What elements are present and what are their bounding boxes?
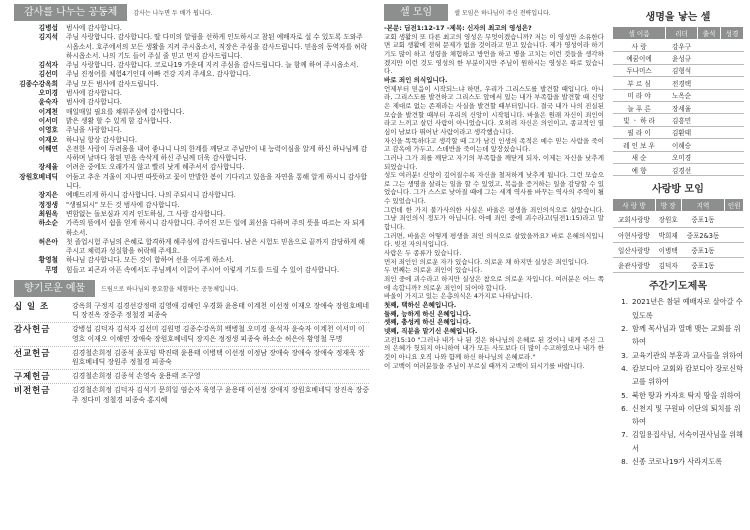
life-cell-cell — [721, 139, 744, 151]
offering-label: 구제헌금 — [14, 371, 51, 382]
offering-label: 선교헌금 — [14, 347, 51, 358]
thanks-item — [14, 80, 369, 89]
sermon-text — [384, 24, 604, 370]
group-cell: 교회사랑방 — [613, 212, 656, 227]
life-cell-column-header: 리더 — [666, 27, 698, 40]
group-cell: 아현사랑방 — [613, 227, 656, 242]
prayer-text: 김일용집사님, 서숙이권사님을 위해서 — [632, 430, 744, 453]
life-cell-cell — [721, 151, 744, 163]
sermon-paragraph: 넷째, 직분을 맡기신 은혜입니다. — [384, 326, 478, 335]
life-cell-cell — [698, 77, 721, 89]
life-cell-cell: 김환태 — [666, 126, 698, 138]
thanks-note: 감사는 나누면 두 배가 됩니다. — [133, 10, 213, 17]
sermon-paragraph: 그러면, 바울은 어떻게 평생을 죄인 의식으로 살았을까요? 바로 은혜의식입니다. 빚진 자의식입니다. — [384, 231, 604, 249]
thanks-item — [14, 219, 369, 238]
life-cell-row — [613, 101, 744, 113]
thanks-text: 주님 모든 범사에 감사드립니다. — [66, 79, 159, 88]
prayer-text: 함께 목사님과 열매 맺는 교회를 위하여 — [632, 324, 741, 347]
life-cell-cell — [721, 64, 744, 76]
life-cell-row — [613, 151, 744, 163]
life-cell-column-header: 셀 이름 — [613, 27, 666, 40]
life-cell-row — [613, 89, 744, 101]
prayer-text: 신천지 및 구원파 이단의 퇴치를 위하여 — [632, 403, 741, 427]
sermon-paragraph: 언제부터 믿음이 시작되느냐 하면, 우리가 그리스도를 발견할 때입니다. 아니라, 그리스도를 발견하고 그리스도 앞에서 있는 내가 부족함을 발견할 때 신앙은 제대로 없는 존재라는 사실을 발견할 때부터입니다. 결국 내가 나의 진실된 모습을 발견할 때부터 우리의 신앙이 시작됩니다. 바울은 원래 자신이 죄인이라고 느끼고 살던 사람이 아니었습니다. 오히려 자신은 의인이고, 종교적인 열심이 남보다 뛰어난 사람이라고 생각했습니다. — [384, 84, 604, 136]
life-cell-cell: 두나미스 — [613, 64, 666, 76]
prayer-text: 교육기관의 부흥과 교사들을 위하여 — [632, 350, 744, 360]
life-cell-cell — [698, 52, 721, 64]
life-cell-row — [613, 114, 744, 126]
prayer-item — [612, 428, 744, 455]
thanks-item — [14, 210, 369, 219]
life-cell-cell — [698, 40, 721, 52]
life-cell-cell: 김형석 — [666, 64, 698, 76]
sermon-paragraph: 사람은 두 종류가 있습니다. — [384, 249, 462, 258]
group-cell — [725, 242, 744, 257]
thanks-item — [14, 201, 369, 210]
thanks-text: 변함없는 돌보심과 지켜 인도하심, 그 사랑 감사합니다. — [66, 209, 226, 218]
life-cell-cell — [721, 89, 744, 101]
prayer-number: 2. — [621, 324, 628, 334]
life-cell-cell: 예꿈이에 — [613, 52, 666, 64]
offering-row — [14, 383, 369, 406]
group-cell: 중포1동 — [681, 212, 725, 227]
offering-names: 김경철손희정 김종석 손영숙 윤용태 조구영 — [72, 372, 201, 381]
group-cell: 중포1동 — [681, 258, 725, 273]
thanks-name: 장세율 — [38, 163, 58, 172]
offering-row — [14, 346, 369, 369]
prayer-number: 5. — [621, 390, 628, 400]
life-cell-cell — [721, 52, 744, 64]
thanks-text: 매일매일 필요를 채워주심에 감사합니다. — [66, 107, 185, 116]
prayer-text: 신종 코로나19가 사라지도록 — [632, 457, 723, 467]
thanks-name: 정정생 — [38, 200, 58, 209]
group-cell: 이병택 — [655, 242, 681, 257]
offering-names: 강옥희 구정지 김경선강정태 김영애 김해인 우경화 윤용태 이계천 이선정 이재오 장애숙 장원호베네딕 장진옥 장중주 정철경 피종숙 — [72, 302, 369, 320]
thanks-item — [14, 33, 369, 61]
sermon-paragraph: 먼저 죄인인 의로운 자가 있습니다. 의로운 채 하지만 실상은 죄인입니다. — [384, 257, 589, 266]
prayer-title: 주간기도제목 — [649, 281, 707, 293]
thanks-text: 범사에 감사합니다. — [66, 89, 122, 98]
thanks-item — [14, 163, 369, 172]
thanks-item — [14, 98, 369, 107]
life-cell-cell — [721, 101, 744, 113]
thanks-text: 어려운 중에도 오래가지 않고 빨리 낫게 해주셔서 감사합니다. — [66, 163, 245, 172]
life-cell-row — [613, 64, 744, 76]
cell-header — [384, 4, 604, 21]
life-cell-row — [613, 52, 744, 64]
prayer-item — [612, 402, 744, 429]
thanks-item — [14, 117, 369, 126]
sermon-paragraph: 바울이 가지고 있는 은총의식은 4가지로 나타납니다. — [384, 292, 533, 301]
thanks-text: 주님을 사랑합니다. — [66, 126, 122, 135]
thanks-name: 김석자 — [38, 61, 58, 70]
thanks-text: 어둠고 추운 겨울이 지나면 따뜻하고 꽃이 만발한 봄이 기다리고 있음을 자연을 통해 알게 하시니 감사합니다. — [66, 172, 368, 191]
offering-names: 김경철손희정 김종석 윤포임 박진태 윤용태 이병택 이선정 이정남 장애숙 장애숙 장애숙 정재욱 장원호베네딕 장원주 정철경 피종숙 — [72, 348, 365, 367]
thanks-header — [14, 4, 369, 21]
life-cell-cell: 예 향 — [613, 163, 666, 175]
thanks-item — [14, 24, 369, 33]
worship-header — [14, 280, 369, 297]
thanks-text: 힘들고 피곤과 아픈 속에서도 주님께서 이끌어 주시어 이렇게 기도를 드릴 수 있어 감사합니다. — [66, 265, 340, 274]
prayer-text: 북한 땅과 카자흐 탁지 땅을 위하여 — [632, 390, 741, 400]
life-cell-cell — [698, 64, 721, 76]
thanks-text: 온전한 사랑이 두려움을 내어 좋나니 나의 한계를 깨닫고 주님만이 내 능력이심을 알게 하신 하나님께 감사하며 날마다 참된 믿음 속삭게 하신 주님께 더욱 감사합니다. — [66, 144, 368, 163]
life-cell-cell: 레 인 보 우 — [613, 139, 666, 151]
thanks-name: 이재오 — [38, 135, 58, 144]
life-cell-cell — [721, 114, 744, 126]
offering-row — [14, 300, 369, 322]
sermon-paragraph: 이 고백이 여러분들을 주님이 부르실 때까지 고백이 되시기를 바랍니다. — [384, 361, 585, 370]
thanks-text: 주님 사랑합니다. 감사합니다. 딸 다미의 알림을 선하게 인도하시고 참된 예배자로 설 수 있도록 도와주시옵소서. 호주에서의 모든 생활을 지켜 주시옵소서, 직장은 주심을 감사드립니다. 믿음의 동역자를 허락하시옵소서. 나의 기도 들어 주실 줄 믿고 먼저 감사드립니다. — [66, 33, 368, 60]
group-column-header: 지역 — [681, 199, 725, 212]
group-cell: 일산사랑방 — [613, 242, 656, 257]
offering-names: 김경철손희정 김덕자 김석기 문희일 염순자 육영구 윤용태 이선정 장애지 장원호베네딕 장진옥 장중주 정다미 정철경 피종숙 홍지혜 — [72, 386, 369, 404]
sermon-paragraph: 고전15:10 "그러나 내가 나 된 것은 하나님의 은혜로 된 것이니 내게 주신 그의 은혜가 헛되지 아니하여 내가 모든 사도보다 더 많이 수고하였으나 내가 한 것이 아니요 오직 나와 함께 하신 하나님의 은혜로라." — [384, 335, 604, 361]
thanks-item — [14, 136, 369, 145]
thanks-name: 최원옥 — [38, 209, 58, 218]
life-cell-column-header: 성경 — [721, 27, 744, 40]
sermon-paragraph: 성도 여러분! 신앙이 깊어질수록 자신을 철저하게 낮추게 됩니다. 그런 모습으로 그는 생명을 살리는 일을 할 수 있었고, 복음을 증거하는 일을 감당할 수 있었습니다. 그가 스스로 낮아질 때에 그는 세계 역사를 바꾸는 역사의 주역이 될 수 있었습니다. — [384, 171, 604, 206]
life-cell-column-header: 출석 — [698, 27, 721, 40]
group-column-header: 인원 — [725, 199, 744, 212]
thanks-text: 예배드리게 하시니 감사합니다. 나의 주되시니 감사합니다. — [66, 191, 236, 200]
life-cell-cell: 늘 푸 른 — [613, 101, 666, 113]
group-cell — [725, 227, 744, 242]
thanks-item — [14, 89, 369, 98]
life-cell-cell: 이해승 — [666, 139, 698, 151]
thanks-text: 주님 진정어를 체험4기인대 아빠 건강 지켜 주세요. 감사합니다. — [66, 70, 251, 79]
group-title: 사랑방 모임 — [652, 184, 704, 196]
prayer-number: 6. — [621, 403, 628, 413]
life-cell-cell — [698, 114, 721, 126]
life-cell-cell: 전경택 — [666, 77, 698, 89]
sermon-paragraph: 두 번째는 의로운 죄인이 있습니다. — [384, 266, 483, 275]
cell-note: 셀 모임은 하나님이 주신 전략입니다. — [454, 10, 551, 17]
thanks-name: 김지석 — [38, 33, 58, 42]
thanks-name: 장지은 — [38, 191, 58, 200]
life-cell-cell: 강우구 — [666, 40, 698, 52]
life-cell-cell — [698, 101, 721, 113]
group-row — [613, 212, 744, 227]
life-cell-title: 생명을 낳는 셀 — [645, 12, 711, 23]
life-cell-row — [613, 126, 744, 138]
life-cell-table — [612, 26, 744, 176]
group-cell: 중포2&3동 — [681, 227, 725, 242]
sermon-paragraph: 그러나 그가 죄를 깨닫고 자기의 부족함을 깨닫게 되자, 이제는 자신을 낮추게 되었습니다. — [384, 153, 604, 171]
thanks-item — [14, 266, 369, 275]
group-header-row — [613, 199, 744, 212]
sermon-paragraph: 자신을 똑똑하다고 생각할 때 그가 남긴 인생의 족적은 예수 믿는 사람을 죽이고 감옥에 가두고, 스데반을 죽이는데 앞장섰습니다. — [384, 136, 604, 154]
group-cell: 박희재 — [655, 227, 681, 242]
prayer-text: 2021년은 참된 예배자로 살아갈 수 있도록 — [632, 297, 743, 320]
thanks-name: 김종수강옥희 — [19, 79, 58, 88]
thanks-name: 윤숙자 — [38, 98, 58, 107]
prayer-item — [612, 349, 744, 362]
life-cell-row — [613, 77, 744, 89]
thanks-name: 김선미 — [38, 70, 58, 79]
prayer-number: 8. — [621, 457, 628, 467]
group-column-header: 사 랑 방 — [613, 199, 656, 212]
life-cell-cell: 새 순 — [613, 151, 666, 163]
thanks-item — [14, 256, 369, 265]
life-cell-row — [613, 163, 744, 175]
life-cell-cell: 장세율 — [666, 101, 698, 113]
prayer-list — [612, 295, 744, 468]
sermon-paragraph: 죄인 중에 괴수라고 하지만 실상은 참으로 의로운 자입니다. 여러분은 어느 쪽에 속합니까? 의로운 죄인이 되어야 합니다. — [384, 275, 604, 292]
thanks-name: 이해연 — [38, 144, 58, 153]
prayer-item — [612, 362, 744, 389]
thanks-name: 오미경 — [38, 89, 58, 98]
sermon-paragraph: 교회 생활의 또 다른 최고의 영성은 무엇이겠습니까? 저는 이 영성만 소유한다면 교회 생활에 전혀 문제가 없을 것이라고 믿고 있습니다. 제가 영성이라 하기 기도 많이 하고 성령을 체험하고 방언을 하고 병을 고치는 이런 것들을 생각하겠지만 이런 것도 영성의 한 부분이지만 주님이 원하시는 영성은 따로 있습니다. — [384, 32, 604, 76]
life-cell-cell: 빛 ㆍ 하 라 — [613, 114, 666, 126]
worship-title: 향기로운 예물 — [14, 280, 95, 297]
thanks-text: 주님 사랑합니다. 감사합니다. 코로나19 가운데 지켜 주심을 감사드립니다. 늘 함께 하여 주시옵소서. — [66, 61, 359, 70]
sermon-paragraph: -본문: 딤전1:12-17 -제목: 신자의 최고의 영성은? — [384, 24, 532, 32]
offering-label: 십 일 조 — [14, 301, 50, 312]
thanks-item — [14, 191, 369, 200]
prayer-number: 1. — [621, 297, 628, 307]
offering-row — [14, 322, 369, 345]
life-cell-cell — [721, 163, 744, 175]
offering-label: 비전헌금 — [14, 385, 51, 396]
life-cell-cell — [698, 89, 721, 101]
life-cell-cell: 필 라 이 — [613, 126, 666, 138]
thanks-name: 김병섭 — [38, 24, 58, 32]
prayer-item — [612, 389, 744, 402]
group-row — [613, 227, 744, 242]
sermon-paragraph: 셋째, 충성케 하신 은혜입니다. — [384, 318, 472, 327]
thanks-name: 황영철 — [38, 256, 58, 265]
sermon-paragraph: 그런데 한 가지 불가사의한 사실은 바울은 평생을 죄인의식으로 살았습니다. 그냥 죄인의식 정도가 아닙니다. 아예 죄인 중에 괴수라고(딤전1:15)라고 말합니다. — [384, 205, 604, 232]
thanks-item — [14, 70, 369, 79]
offering-row — [14, 369, 369, 383]
thanks-text: 범사에 감사합니다. — [66, 98, 122, 107]
life-cell-cell: 부 르 심 — [613, 77, 666, 89]
thanks-name: 하소순 — [38, 219, 58, 228]
thanks-name: 이계천 — [38, 107, 58, 116]
group-table — [612, 198, 744, 273]
offering-list — [14, 300, 369, 407]
group-cell: 윤관사랑방 — [613, 258, 656, 273]
sermon-paragraph: 둘째, 능하게 하신 은혜입니다. — [384, 309, 472, 318]
life-cell-row — [613, 40, 744, 52]
life-cell-cell — [721, 40, 744, 52]
prayer-number: 4. — [621, 363, 628, 373]
thanks-text: 가족의 뜸에서 쉼을 얻게 하시니 감사합니다. 주어진 모든 일에 최선을 다하며 주의 뜻을 따르는 자 되게 하소서. — [66, 219, 365, 237]
group-row — [613, 258, 744, 273]
thanks-text: "생필되시" 모든 것 범사에 감사합니다. — [66, 200, 180, 209]
thanks-title: 감사를 나누는 공동체 — [14, 4, 127, 21]
thanks-text: 하나님 감사합니다. 모든 것이 합하여 선을 이루게 하소서. — [66, 256, 234, 265]
group-cell: 김덕자 — [655, 258, 681, 273]
offering-label: 감사헌금 — [14, 324, 51, 335]
thanks-text: 하나님 항상 감사합니다. — [66, 135, 137, 144]
life-cell-header-row — [613, 27, 744, 40]
thanks-item — [14, 145, 369, 164]
life-cell-cell — [721, 126, 744, 138]
group-cell — [725, 212, 744, 227]
prayer-number: 3. — [621, 350, 628, 360]
sermon-paragraph: 바로 죄인 의식입니다. — [384, 75, 448, 84]
thanks-name: 이영호 — [38, 126, 58, 135]
life-cell-cell — [698, 126, 721, 138]
group-cell: 장원호 — [655, 212, 681, 227]
thanks-text: 범사에 감사합니다. — [66, 24, 122, 32]
group-row — [613, 242, 744, 257]
life-cell-cell: 오미경 — [666, 151, 698, 163]
life-cell-cell — [698, 151, 721, 163]
thanks-name: 장원호베네딕 — [19, 172, 58, 181]
sermon-paragraph: 첫째, 택하신 은혜입니다. — [384, 301, 457, 309]
life-cell-cell: 김흥민 — [666, 114, 698, 126]
thanks-name: 허은아 — [38, 237, 58, 246]
thanks-text: 밝은 생활 할 수 있게 함 감사합니다. — [66, 116, 172, 125]
thanks-item — [14, 173, 369, 192]
life-cell-cell: 사 랑 — [613, 40, 666, 52]
group-cell: 중포1동 — [681, 242, 725, 257]
life-cell-cell: 미 라 야 — [613, 89, 666, 101]
offering-names: 강병섭 김덕자 김석자 김선미 김원명 김종수강옥희 백병철 오미경 윤석자 윤숙자 이계천 이서미 이영호 이재오 이해연 장애숙 장원호베네딕 장지은 정정생 피종숙 하소순 허은아 황영철 무명 — [72, 325, 365, 343]
thanks-name: 무명 — [45, 265, 58, 274]
thanks-name: 이서미 — [38, 116, 58, 125]
thanks-list — [14, 24, 369, 275]
middle-column — [380, 0, 608, 530]
thanks-item — [14, 238, 369, 257]
thanks-item — [14, 108, 369, 117]
thanks-item — [14, 126, 369, 135]
cell-title: 셀 모임 — [384, 4, 448, 21]
worship-note: 드림으로 하나님의 풍요함을 체험하는 공동체입니다. — [101, 286, 239, 294]
life-cell-cell — [698, 163, 721, 175]
life-cell-cell — [721, 77, 744, 89]
life-cell-cell: 윤성규 — [666, 52, 698, 64]
life-cell-cell — [698, 139, 721, 151]
group-cell — [725, 258, 744, 273]
prayer-item — [612, 295, 744, 322]
right-column — [612, 0, 750, 530]
life-cell-cell: 김경선 — [666, 163, 698, 175]
prayer-number: 7. — [621, 430, 628, 440]
group-column-header: 방 장 — [655, 199, 681, 212]
life-cell-cell: 노옥순 — [666, 89, 698, 101]
prayer-item — [612, 322, 744, 349]
prayer-text: 캄보디아 교회와 캄보디아 장로신학교를 위하여 — [632, 363, 744, 387]
life-cell-row — [613, 139, 744, 151]
prayer-item — [612, 455, 744, 468]
thanks-text: 첫 졸업시험 주님의 은혜로 합격하게 해주심에 감사드립니다. 남은 시험도 믿음으로 끝까지 감당하게 해주시고 체력과 성실함을 허락해 주세요. — [66, 237, 365, 256]
